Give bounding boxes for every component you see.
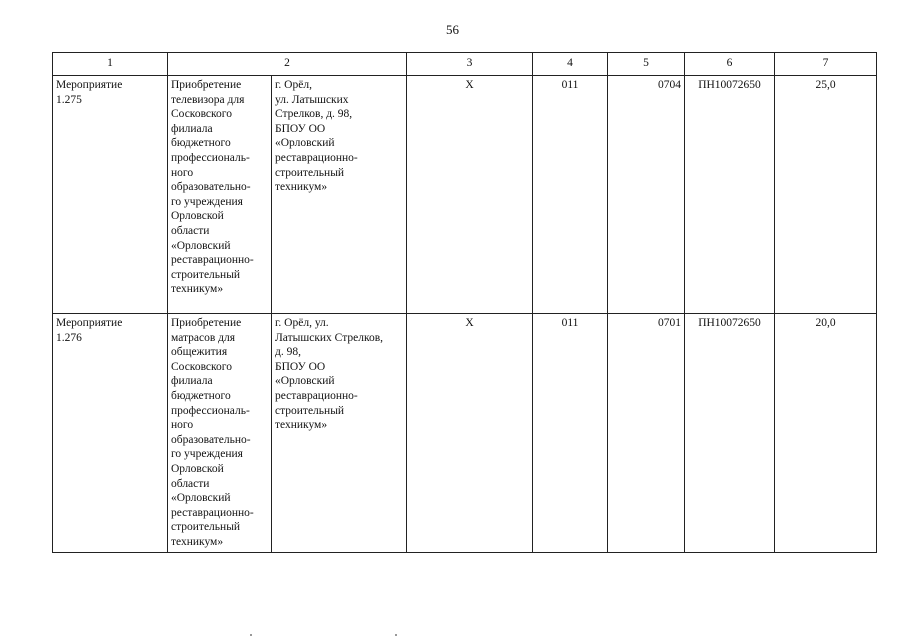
col7-cell: 25,0 (775, 76, 877, 314)
header-col-7: 7 (775, 53, 877, 76)
header-row (53, 53, 877, 76)
col6-cell: ПН10072650 (685, 314, 775, 553)
col3-cell: Х (407, 76, 533, 314)
table-row (53, 314, 877, 553)
header-col-3: 3 (407, 53, 533, 76)
header-col-1: 1 (53, 53, 168, 76)
page-number: 56 (446, 22, 459, 37)
col6-cell: ПН10072650 (685, 76, 775, 314)
event-cell: Мероприятие 1.276 (53, 314, 168, 553)
header-col-4: 4 (533, 53, 608, 76)
col4-cell: 011 (533, 314, 608, 553)
col7-cell: 20,0 (775, 314, 877, 553)
scan-artifacts (0, 634, 905, 636)
col3-cell: Х (407, 314, 533, 553)
description-cell: Приобретение телевизора для Сосковского филиала бюджетного профессиональ- ного образовательно- го учреждения Орловской области «Орловский реставрационно- строительный техникум» (168, 76, 272, 314)
header-col-6: 6 (685, 53, 775, 76)
col5-cell: 0704 (608, 76, 685, 314)
description-cell: Приобретение матрасов для общежития Сосковского филиала бюджетного профессиональ- ного образовательно- го учреждения Орловской области «Орловский реставрационно- строительный техникум» (168, 314, 272, 553)
address-cell: г. Орёл, ул. Латышских Стрелков, д. 98, БПОУ ОО «Орловский реставрационно- строительный техникум» (272, 76, 407, 314)
col4-cell: 011 (533, 76, 608, 314)
header-col-2: 2 (168, 53, 407, 76)
event-cell: Мероприятие 1.275 (53, 76, 168, 314)
budget-table (52, 52, 877, 553)
header-col-5: 5 (608, 53, 685, 76)
col5-cell: 0701 (608, 314, 685, 553)
table-row (53, 76, 877, 314)
address-cell: г. Орёл, ул. Латышских Стрелков, д. 98, БПОУ ОО «Орловский реставрационно- строительный техникум» (272, 314, 407, 553)
